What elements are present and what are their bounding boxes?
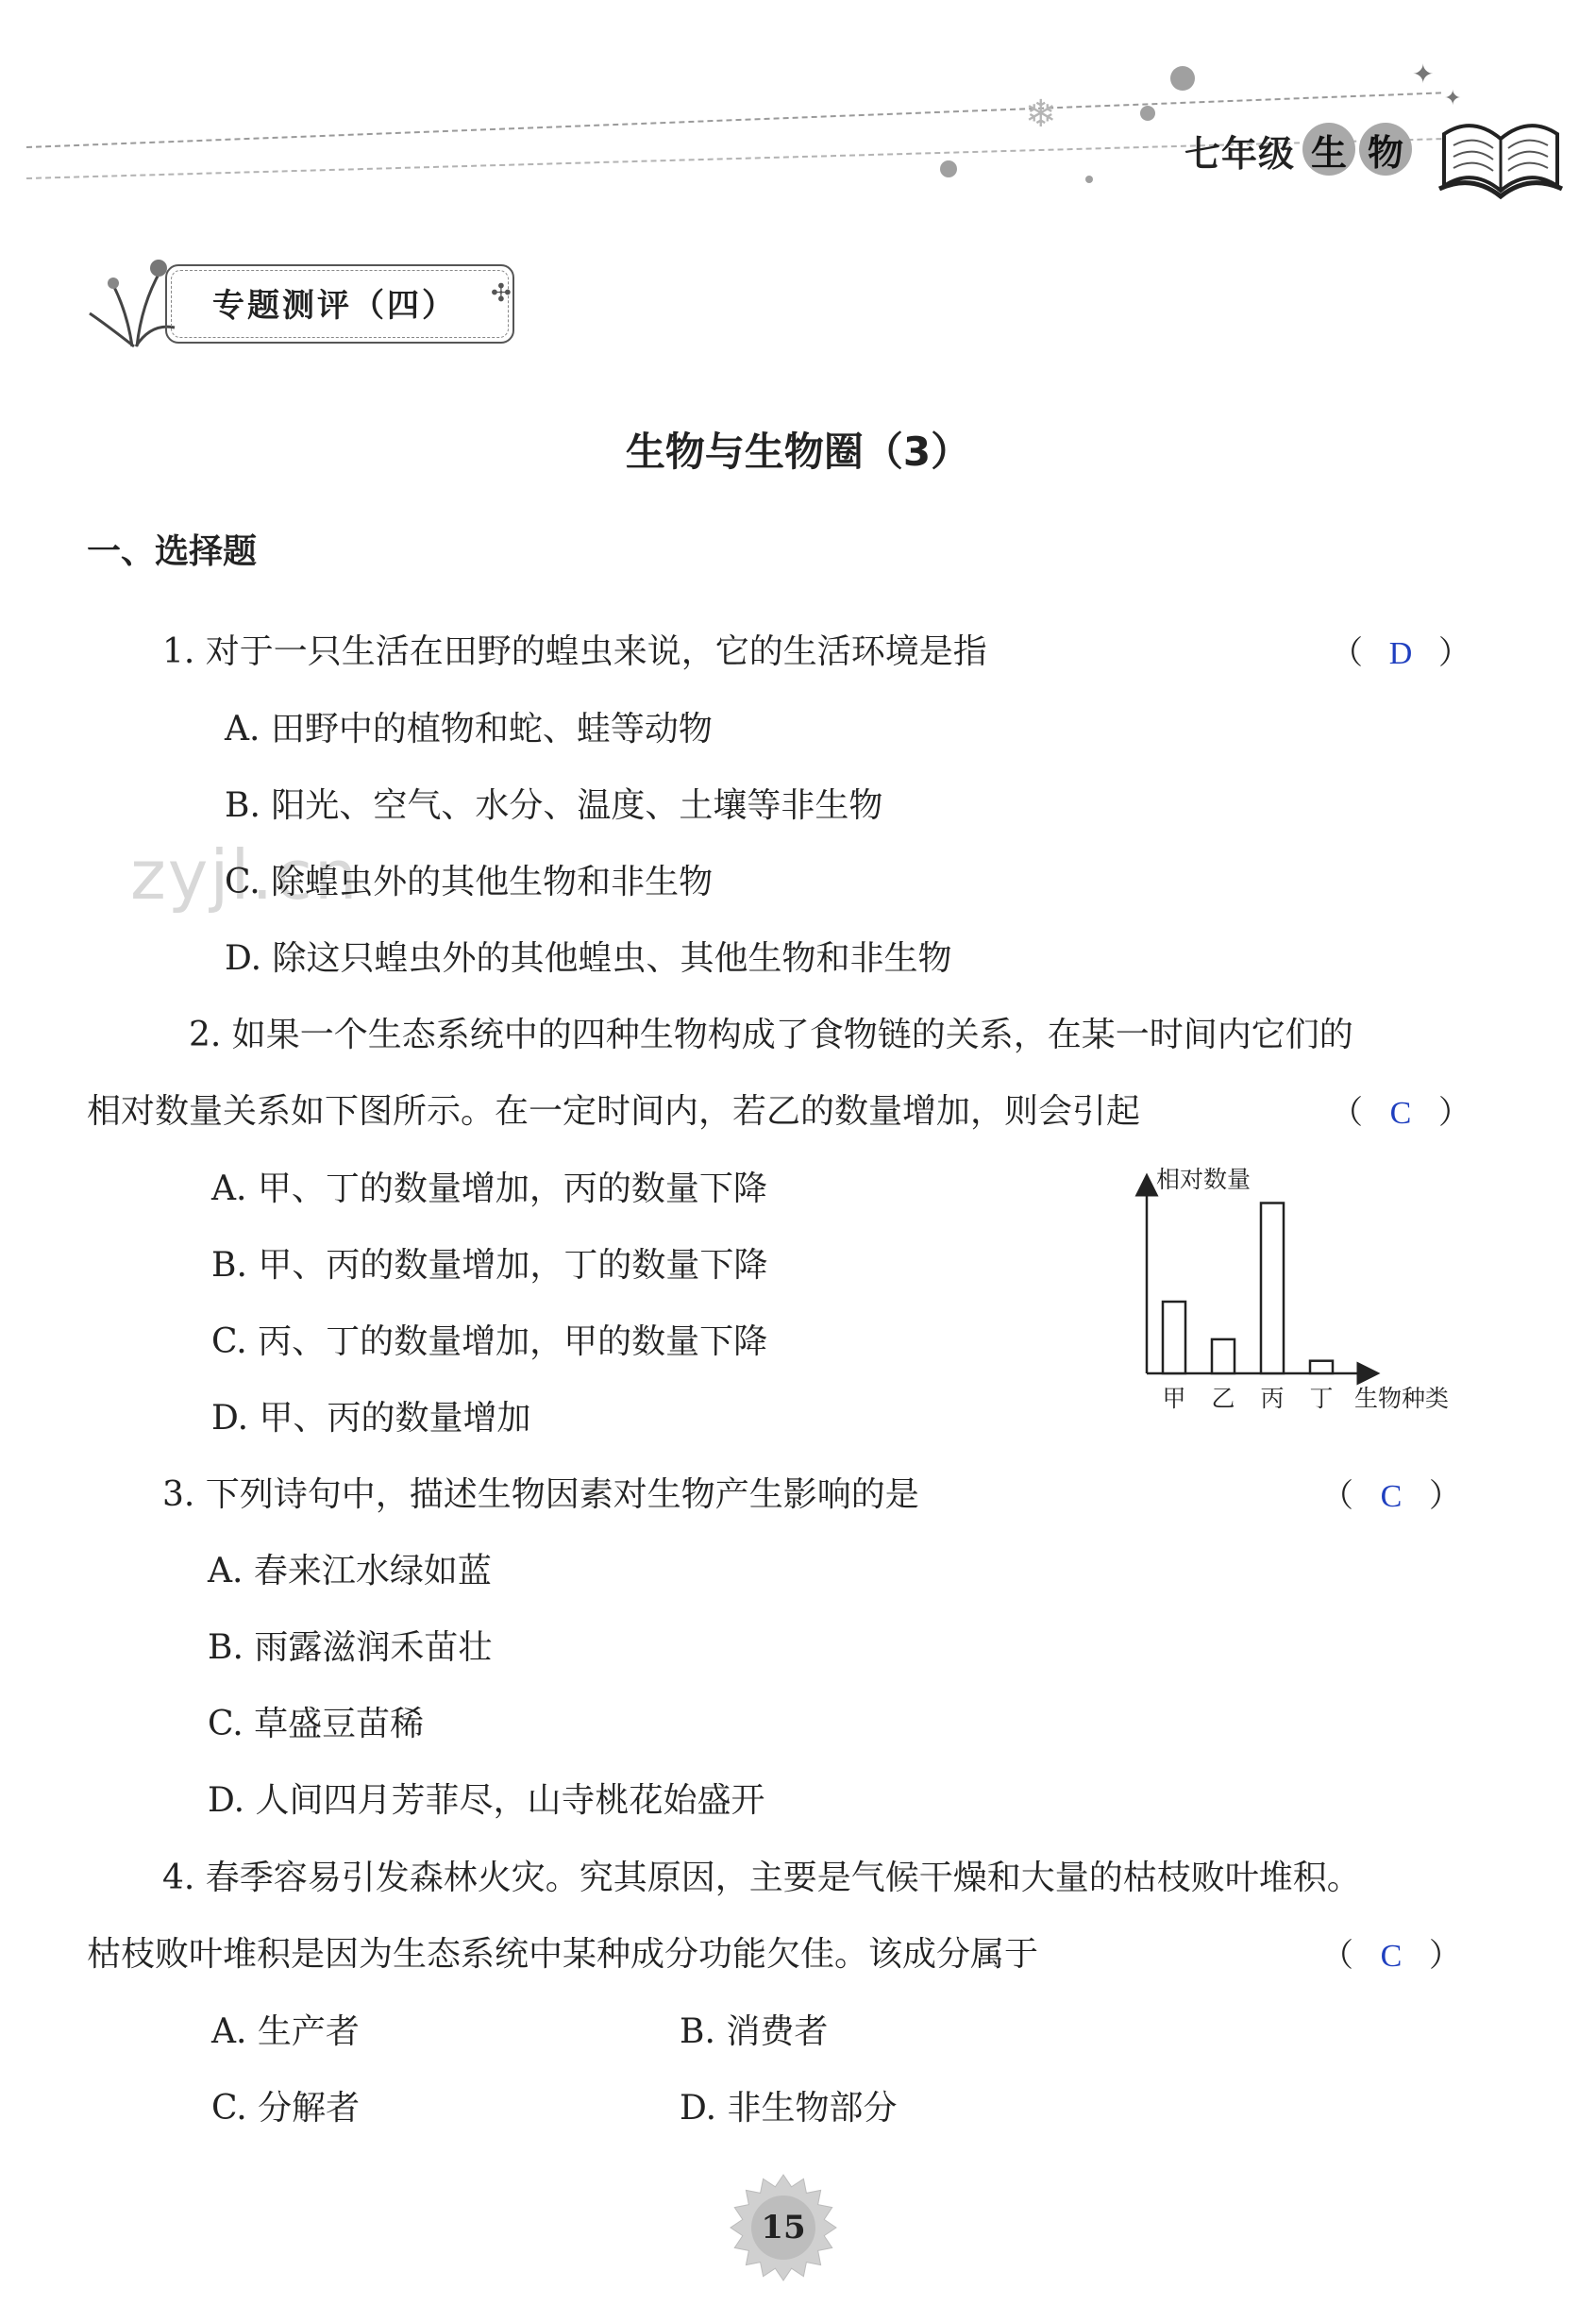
subject-char-2: 物 [1359,123,1412,176]
q3-option-d: D. 人间四月芳菲尽，山寺桃花始盛开 [208,1781,765,1820]
x-tick-label-3: 丙 [1260,1385,1285,1411]
q2-stem-line2: 相对数量关系如下图所示。在一定时间内，若乙的数量增加，则会引起 [87,1092,1141,1131]
grade-label: 七年级 [1184,132,1296,175]
q2-option-b: B. 甲、丙的数量增加，丁的数量下降 [211,1246,768,1285]
q3-option-a: A. 春来江水绿如蓝 [208,1552,492,1590]
q4-answer: （ C ） [1321,1939,1461,1974]
q2-stem-line1: 2. 如果一个生态系统中的四种生物构成了食物链的关系，在某一时间内它们的 [189,1016,1353,1054]
decor-dot [1170,66,1195,91]
topic-banner-label: 专题测评（四） [212,287,457,325]
subject-char-1: 生 [1302,123,1355,176]
x-tick-label-4: 丁 [1309,1385,1334,1411]
flower-icon: ✣ [491,279,512,308]
q1-answer: （ D ） [1331,636,1470,671]
q2-option-c: C. 丙、丁的数量增加，甲的数量下降 [211,1322,768,1361]
x-tick-label-2: 乙 [1211,1385,1235,1411]
q2-option-a: A. 甲、丁的数量增加，丙的数量下降 [211,1169,767,1208]
x-tick-label-1: 甲 [1162,1385,1186,1411]
q4-option-c: C. 分解者 [211,2089,361,2128]
q2-answer-letter: C [1389,1096,1412,1131]
page-title: 生物与生物圈（3） [625,429,971,475]
page-number: 15 [761,2209,806,2246]
bar-3 [1261,1203,1284,1374]
q1-option-d: D. 除这只蝗虫外的其他蝗虫、其他生物和非生物 [225,939,952,978]
x-axis-label: 生物种类 [1354,1385,1450,1411]
snowflake-icon: ❄ [1025,93,1057,136]
q3-answer: （ C ） [1321,1479,1461,1514]
q1-option-a: A. 田野中的植物和蛇、蛙等动物 [225,710,713,749]
watermark: zyjl.cn [130,835,360,915]
q3-stem: 3. 下列诗句中，描述生物因素对生物产生影响的是 [162,1475,919,1514]
q2-option-d: D. 甲、丙的数量增加 [211,1399,531,1438]
q1-option-b: B. 阳光、空气、水分、温度、土壤等非生物 [225,786,883,825]
population-bar-chart [1114,1156,1491,1411]
sparkle-icon: ✦ [1444,87,1462,110]
q4-option-a: A. 生产者 [211,2012,360,2051]
decor-dot [1140,106,1155,121]
bar-4 [1310,1361,1333,1373]
q4-answer-letter: C [1380,1939,1403,1974]
q4-stem-line1: 4. 春季容易引发森林火灾。究其原因，主要是气候干燥和大量的枯枝败叶堆积。 [162,1859,1361,1897]
q1-answer-letter: D [1388,636,1413,671]
q3-answer-letter: C [1380,1479,1403,1514]
section-heading: 一、选择题 [87,532,258,571]
q2-answer: （ C ） [1331,1096,1470,1131]
decor-dot [940,160,957,177]
sparkle-icon: ✦ [1412,59,1435,90]
q3-option-c: C. 草盛豆苗稀 [208,1705,425,1743]
y-axis-label: 相对数量 [1156,1166,1252,1193]
q4-option-d: D. 非生物部分 [680,2089,898,2128]
bar-2 [1212,1339,1235,1373]
q4-option-b: B. 消费者 [680,2012,829,2051]
q1-stem: 1. 对于一只生活在田野的蝗虫来说，它的生活环境是指 [162,632,987,671]
q3-option-b: B. 雨露滋润禾苗壮 [208,1628,493,1667]
decor-dot [1085,176,1093,183]
q1-option-c: C. 除蝗虫外的其他生物和非生物 [225,863,714,901]
q4-stem-line2: 枯枝败叶堆积是因为生态系统中某种成分功能欠佳。该成分属于 [87,1935,1039,1974]
open-book-icon [1435,106,1567,200]
bar-1 [1163,1302,1185,1373]
